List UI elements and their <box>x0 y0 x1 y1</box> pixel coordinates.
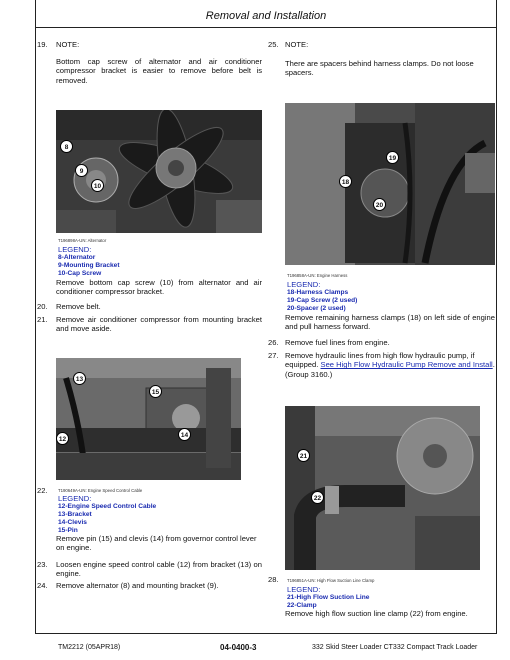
note-text: There are spacers behind harness clamps. Do not loose spacers. <box>285 59 474 78</box>
step-number: 27. <box>268 351 279 360</box>
callout-21: 21 <box>297 449 310 462</box>
step-text: Remove high flow suction line clamp (22) from engine. <box>285 609 468 618</box>
legend-title: LEGEND: <box>287 280 321 289</box>
legend-item: 15-Pin <box>58 527 78 534</box>
step-text: Remove hydraulic lines from high flow hydraulic pump, if equipped. <box>285 351 475 370</box>
legend-item: 8-Alternator <box>58 254 96 261</box>
step-number: 19. <box>37 40 48 49</box>
step-text: Remove belt. <box>56 302 101 311</box>
callout-22: 22 <box>311 491 324 504</box>
figure-caption: T190649A-UN: Engine Speed Control Cable <box>58 488 143 493</box>
high-flow-pump-link[interactable]: See High Flow Hydraulic Pump Remove and Install <box>320 360 493 370</box>
step-number: 22. <box>37 486 48 495</box>
callout-14: 14 <box>178 428 191 441</box>
engine-harness-photo <box>285 103 495 265</box>
legend-item: 18-Harness Clamps <box>287 289 349 296</box>
step-number: 21. <box>37 315 48 324</box>
step-number: 23. <box>37 560 48 569</box>
figure-caption: T196858A-UN: Engine Harness <box>287 273 348 278</box>
legend-item: 21-High Flow Suction Line <box>287 594 370 601</box>
page-number: 04-0400-3 <box>220 643 257 652</box>
callout-12: 12 <box>56 432 69 445</box>
page-title: Removal and Installation <box>205 10 327 22</box>
step-number: 25. <box>268 40 279 49</box>
note-label: NOTE: <box>285 40 309 49</box>
suction-line-photo <box>285 406 480 570</box>
legend-item: 12-Engine Speed Control Cable <box>58 503 157 510</box>
callout-13: 13 <box>73 372 86 385</box>
step-number: 28. <box>268 575 279 584</box>
legend-item: 9-Mounting Bracket <box>58 262 120 269</box>
footer-rule <box>35 633 497 634</box>
step-number: 20. <box>37 302 48 311</box>
step-number: 26. <box>268 338 279 347</box>
footer-doc-id: TM2212 (05APR18) <box>58 644 121 651</box>
note-text: Bottom cap screw of alternator and air conditioner compressor bracket is easier to remove before belt is removed. <box>56 57 262 85</box>
callout-19: 19 <box>386 151 399 164</box>
legend-item: 22-Clamp <box>287 602 317 609</box>
legend-item: 10-Cap Screw <box>58 270 102 277</box>
step-text: Remove fuel lines from engine. <box>285 338 390 347</box>
callout-10: 10 <box>91 179 104 192</box>
legend-title: LEGEND: <box>287 585 321 594</box>
step-27-text <box>285 351 495 379</box>
footer-model: 332 Skid Steer Loader CT332 Compact Track Loader <box>312 644 478 651</box>
legend-item: 20-Spacer (2 used) <box>287 305 346 312</box>
step-text: Loosen engine speed control cable (12) from bracket (13) on engine. <box>56 560 262 579</box>
legend-item: 13-Bracket <box>58 511 92 518</box>
legend-title: LEGEND: <box>58 494 92 503</box>
header-rule <box>35 27 497 28</box>
group-ref: . (Group 3160.) <box>285 360 495 379</box>
callout-9: 9 <box>75 164 88 177</box>
legend-item: 19-Cap Screw (2 used) <box>287 297 358 304</box>
callout-20: 20 <box>373 198 386 211</box>
step-text: Remove air conditioner compressor from mounting bracket and move aside. <box>56 315 262 334</box>
callout-8: 8 <box>60 140 73 153</box>
figure-caption: T196898A-UN: Alternator <box>58 238 107 243</box>
legend-title: LEGEND: <box>58 245 92 254</box>
step-text: Remove bottom cap screw (10) from alternator and air conditioner compressor bracket. <box>56 278 262 297</box>
step-text: Remove pin (15) and clevis (14) from governor control lever on engine. <box>56 534 257 553</box>
callout-15: 15 <box>149 385 162 398</box>
step-text: Remove alternator (8) and mounting bracket (9). <box>56 581 219 590</box>
step-number: 24. <box>37 581 48 590</box>
callout-18: 18 <box>339 175 352 188</box>
figure-caption: T196851A-UN: High Flow Suction Line Clamp <box>287 578 375 583</box>
note-label: NOTE: <box>56 40 80 49</box>
step-text: Remove remaining harness clamps (18) on left side of engine and pull harness forward. <box>285 313 495 332</box>
legend-item: 14-Clevis <box>58 519 87 526</box>
